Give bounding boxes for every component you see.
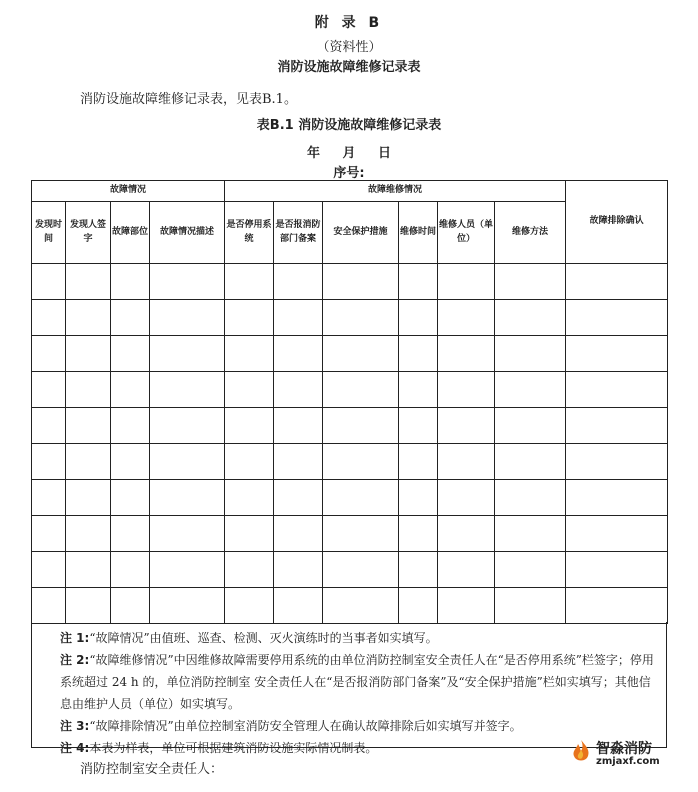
table-cell[interactable]	[566, 552, 668, 588]
table-cell[interactable]	[323, 480, 399, 516]
table-cell[interactable]	[399, 516, 438, 552]
table-cell[interactable]	[225, 588, 274, 624]
table-cell[interactable]	[399, 588, 438, 624]
table-cell[interactable]	[566, 336, 668, 372]
table-cell[interactable]	[150, 444, 225, 480]
table-cell[interactable]	[66, 552, 111, 588]
table-cell[interactable]	[495, 336, 566, 372]
table-cell[interactable]	[32, 552, 66, 588]
table-cell[interactable]	[32, 588, 66, 624]
table-cell[interactable]	[566, 372, 668, 408]
table-cell[interactable]	[495, 372, 566, 408]
table-cell[interactable]	[438, 300, 495, 336]
table-cell[interactable]	[111, 408, 150, 444]
table-cell[interactable]	[32, 264, 66, 300]
table-cell[interactable]	[438, 516, 495, 552]
signer-line: 消防控制室安全责任人：	[80, 762, 224, 777]
col-header: 发现人签字	[66, 202, 111, 264]
table-cell[interactable]	[438, 480, 495, 516]
col-header: 故障情况描述	[150, 202, 225, 264]
col-header: 是否报消防部门备案	[274, 202, 323, 264]
table-cell[interactable]	[111, 552, 150, 588]
table-cell[interactable]	[566, 408, 668, 444]
table-cell[interactable]	[225, 300, 274, 336]
table-cell[interactable]	[438, 372, 495, 408]
table-cell[interactable]	[66, 264, 111, 300]
table-cell[interactable]	[323, 300, 399, 336]
table-cell[interactable]	[32, 480, 66, 516]
table-cell[interactable]	[225, 372, 274, 408]
table-cell[interactable]	[274, 588, 323, 624]
group-fault: 故障情况	[32, 181, 225, 202]
table-row	[32, 336, 668, 372]
intro-paragraph: 消防设施故障维修记录表，见表B.1。	[80, 92, 297, 107]
table-cell[interactable]	[150, 588, 225, 624]
flame-icon	[568, 738, 594, 764]
table-cell[interactable]	[66, 372, 111, 408]
watermark-url: zmjaxf.com	[596, 756, 660, 767]
table-cell[interactable]	[438, 408, 495, 444]
table-cell[interactable]	[495, 408, 566, 444]
table-cell[interactable]	[111, 300, 150, 336]
watermark-name: 智淼消防	[596, 741, 652, 757]
table-cell[interactable]	[225, 516, 274, 552]
note-2: 注 2:“故障维修情况”中因维修故障需要停用系统的由单位消防控制室安全责任人在“是否停用系统”栏签字；停用系统超过 24 h 的，单位消防控制室 安全责任人在“是否报消防部门备案”及“安全保护措施”栏如实填写；其他信息由维护人员（单位）如实填写。	[60, 653, 654, 711]
table-cell[interactable]	[225, 444, 274, 480]
table-cell[interactable]	[111, 444, 150, 480]
table-cell[interactable]	[66, 336, 111, 372]
table-cell[interactable]	[566, 516, 668, 552]
table-cell[interactable]	[150, 480, 225, 516]
table-cell[interactable]	[150, 408, 225, 444]
table-cell[interactable]	[323, 444, 399, 480]
table-cell[interactable]	[274, 336, 323, 372]
table-cell[interactable]	[438, 444, 495, 480]
table-cell[interactable]	[225, 336, 274, 372]
table-cell[interactable]	[399, 300, 438, 336]
table-cell[interactable]	[399, 552, 438, 588]
table-cell[interactable]	[323, 264, 399, 300]
table-cell[interactable]	[495, 480, 566, 516]
table-cell[interactable]	[32, 408, 66, 444]
table-cell[interactable]	[495, 300, 566, 336]
table-cell[interactable]	[566, 264, 668, 300]
table-cell[interactable]	[150, 264, 225, 300]
table-cell[interactable]	[274, 300, 323, 336]
col-header: 安全保护措施	[323, 202, 399, 264]
table-cell[interactable]	[399, 408, 438, 444]
table-cell[interactable]	[111, 480, 150, 516]
table-row	[32, 408, 668, 444]
note-4: 注 4:本表为样表，单位可根据建筑消防设施实际情况制表。	[60, 741, 378, 755]
table-row	[32, 372, 668, 408]
table-cell[interactable]	[274, 444, 323, 480]
table-cell[interactable]	[225, 264, 274, 300]
table-cell[interactable]	[438, 552, 495, 588]
table-cell[interactable]	[566, 588, 668, 624]
table-caption: 表B.1 消防设施故障维修记录表	[256, 118, 442, 133]
date-line: 年 月 日	[306, 146, 392, 161]
col-header: 发现时间	[32, 202, 66, 264]
table-cell[interactable]	[495, 516, 566, 552]
table-cell[interactable]	[323, 408, 399, 444]
appendix-nature: （资料性）	[316, 40, 382, 55]
note-3: 注 3:“故障排除情况”由单位控制室消防安全管理人在确认故障排除后如实填写并签字。	[60, 719, 522, 733]
table-cell[interactable]	[438, 588, 495, 624]
table-cell[interactable]	[566, 480, 668, 516]
table-cell[interactable]	[111, 516, 150, 552]
table-cell[interactable]	[399, 372, 438, 408]
table-cell[interactable]	[66, 480, 111, 516]
table-cell[interactable]	[225, 480, 274, 516]
note-1: 注 1:“故障情况”由值班、巡查、检测、灭火演练时的当事者如实填写。	[60, 631, 438, 645]
table-cell[interactable]	[495, 264, 566, 300]
table-cell[interactable]	[225, 408, 274, 444]
table-row	[32, 552, 668, 588]
table-cell[interactable]	[274, 552, 323, 588]
table-cell[interactable]	[32, 372, 66, 408]
table-cell[interactable]	[66, 588, 111, 624]
table-row	[32, 264, 668, 300]
repair-record-table	[31, 180, 668, 624]
table-cell[interactable]	[66, 516, 111, 552]
table-cell[interactable]	[66, 408, 111, 444]
table-cell[interactable]	[323, 372, 399, 408]
table-cell[interactable]	[150, 336, 225, 372]
table-cell[interactable]	[495, 552, 566, 588]
table-cell[interactable]	[66, 300, 111, 336]
table-cell[interactable]	[438, 264, 495, 300]
table-row	[32, 588, 668, 624]
table-cell[interactable]	[323, 336, 399, 372]
col-header: 维修方法	[495, 202, 566, 264]
table-cell[interactable]	[399, 444, 438, 480]
table-cell[interactable]	[150, 300, 225, 336]
table-cell[interactable]	[150, 372, 225, 408]
table-cell[interactable]	[399, 264, 438, 300]
table-cell[interactable]	[274, 480, 323, 516]
table-cell[interactable]	[495, 588, 566, 624]
table-cell[interactable]	[274, 264, 323, 300]
table-cell[interactable]	[323, 588, 399, 624]
table-cell[interactable]	[150, 516, 225, 552]
table-cell[interactable]	[274, 408, 323, 444]
table-cell[interactable]	[111, 264, 150, 300]
table-row	[32, 444, 668, 480]
table-cell[interactable]	[323, 516, 399, 552]
table-cell[interactable]	[32, 444, 66, 480]
table-cell[interactable]	[111, 372, 150, 408]
table-row	[32, 516, 668, 552]
group-confirm: 故障排除确认	[566, 181, 668, 264]
appendix-heading: 附 录 B	[314, 15, 384, 31]
table-cell[interactable]	[66, 444, 111, 480]
table-cell[interactable]	[438, 336, 495, 372]
table-cell[interactable]	[225, 552, 274, 588]
table-row	[32, 480, 668, 516]
table-cell[interactable]	[495, 444, 566, 480]
col-header: 维修时间	[399, 202, 438, 264]
table-cell[interactable]	[566, 300, 668, 336]
watermark-logo	[568, 738, 693, 768]
table-cell[interactable]	[32, 336, 66, 372]
table-row	[32, 300, 668, 336]
col-header: 是否停用系统	[225, 202, 274, 264]
table-cell[interactable]	[323, 552, 399, 588]
col-header: 维修人员（单位）	[438, 202, 495, 264]
appendix-title: 消防设施故障维修记录表	[277, 60, 421, 75]
serial-label: 序号:	[333, 166, 365, 181]
col-header: 故障部位	[111, 202, 150, 264]
table-cell[interactable]	[150, 552, 225, 588]
table-cell[interactable]	[111, 336, 150, 372]
table-cell[interactable]	[32, 516, 66, 552]
table-cell[interactable]	[399, 480, 438, 516]
table-cell[interactable]	[274, 372, 323, 408]
table-cell[interactable]	[274, 516, 323, 552]
table-cell[interactable]	[111, 588, 150, 624]
table-cell[interactable]	[399, 336, 438, 372]
table-cell[interactable]	[566, 444, 668, 480]
group-repair: 故障维修情况	[225, 181, 566, 202]
table-cell[interactable]	[32, 300, 66, 336]
